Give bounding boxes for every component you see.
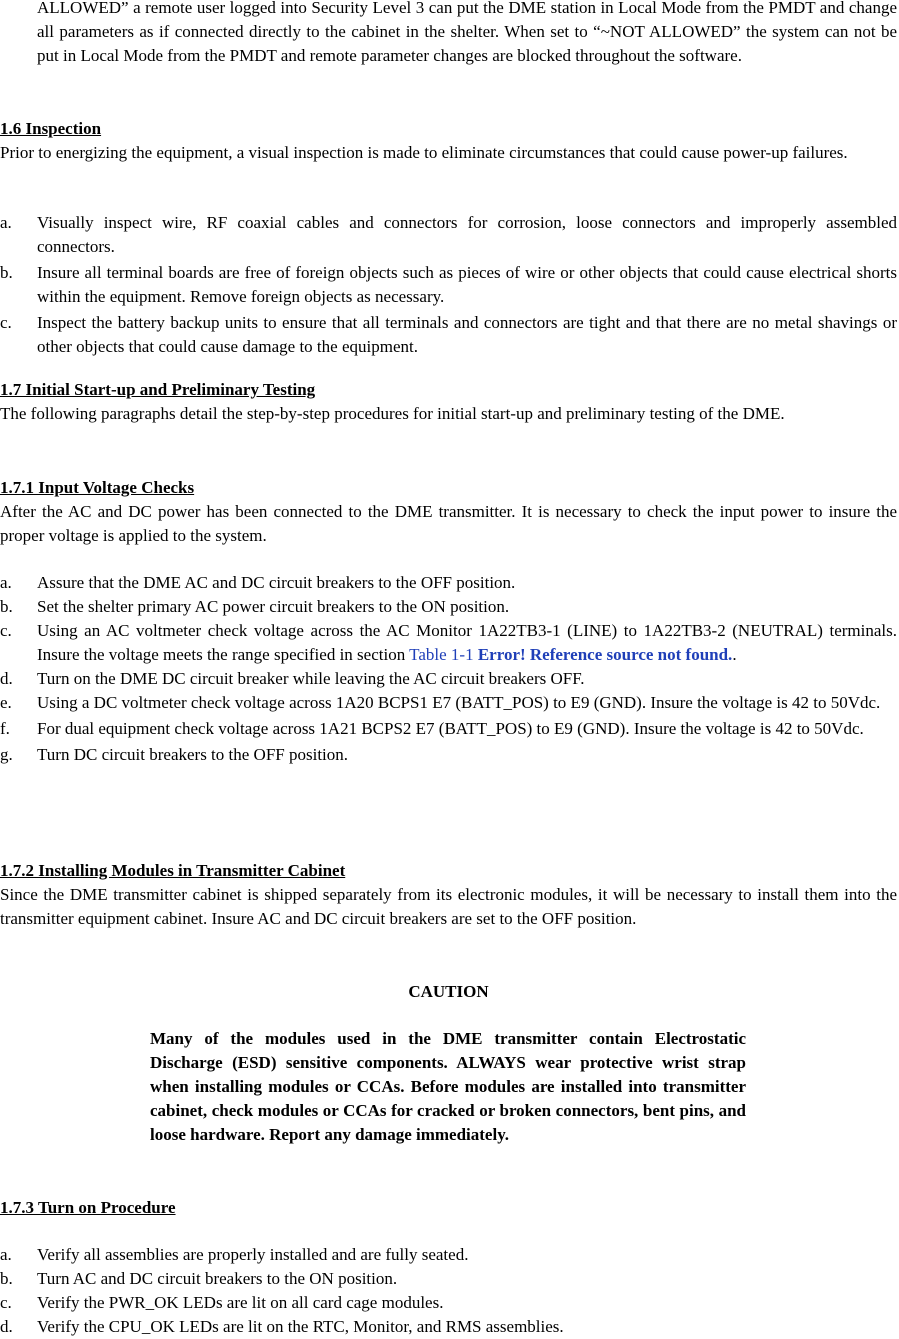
list-item-label: a.	[0, 573, 12, 592]
section-1-7-paragraph: The following paragraphs detail the step-by-step procedures for initial start-up and preliminary testing of the DME.	[0, 404, 785, 423]
list-item-text-tail: .	[732, 645, 737, 664]
list-item-label: e.	[0, 693, 12, 712]
section-1-7-1-paragraph: After the AC and DC power has been connected to the DME transmitter. It is necessary to check the input power to insure the proper voltage is applied to the system.	[0, 502, 897, 545]
section-1-6-paragraph: Prior to energizing the equipment, a visual inspection is made to eliminate circumstances that could cause power-up failures.	[0, 143, 848, 162]
list-item	[0, 211, 897, 259]
list-item-label: d.	[0, 1317, 13, 1336]
caution-title: CAUTION	[408, 982, 489, 1001]
list-item-text: Turn on the DME DC circuit breaker while leaving the AC circuit breakers OFF.	[37, 669, 585, 688]
list-item-text: Using a DC voltmeter check voltage across 1A20 BCPS1 E7 (BATT_POS) to E9 (GND). Insure the voltage is 42 to 50Vdc.	[37, 693, 881, 712]
list-item-text: Visually inspect wire, RF coaxial cables and connectors for corrosion, loose connectors and improperly assembled connectors.	[37, 213, 897, 256]
list-item-text: Verify the PWR_OK LEDs are lit on all card cage modules.	[37, 1293, 444, 1312]
list-item-label: a.	[0, 213, 12, 232]
list-item-text: Turn AC and DC circuit breakers to the ON position.	[37, 1269, 398, 1288]
error-reference-text: Error! Reference source not found.	[473, 645, 733, 664]
list-item-label: c.	[0, 313, 12, 332]
list-item	[0, 1267, 897, 1291]
list-item-text: For dual equipment check voltage across 1A21 BCPS2 E7 (BATT_POS) to E9 (GND). Insure the voltage is 42 to 50Vdc.	[37, 719, 864, 738]
list-item-text: Verify all assemblies are properly installed and are fully seated.	[37, 1245, 469, 1264]
list-item-text: Set the shelter primary AC power circuit breakers to the ON position.	[37, 597, 510, 616]
section-1-6-heading: 1.6 Inspection	[0, 119, 102, 138]
section-1-6-list	[0, 211, 897, 359]
section-1-7-3-list	[0, 1243, 897, 1339]
list-item-text-main: Using an AC voltmeter check voltage across the AC Monitor 1A22TB3-1 (LINE) to 1A22TB3-2 (NEUTRAL) terminals. Insure the voltage meets the range specified in section	[37, 621, 897, 664]
list-item	[0, 691, 897, 715]
list-item	[0, 1291, 897, 1315]
list-item-text: Insure all terminal boards are free of foreign objects such as pieces of wire or other objects that could cause electrical shorts within the equipment. Remove foreign objects as necessary.	[37, 263, 897, 306]
list-item-text: Verify the CPU_OK LEDs are lit on the RTC, Monitor, and RMS assemblies.	[37, 1317, 564, 1336]
list-item-label: c.	[0, 621, 12, 640]
list-item-label: a.	[0, 1245, 12, 1264]
list-item	[0, 261, 897, 309]
list-item	[0, 717, 897, 741]
list-item-label: g.	[0, 745, 13, 764]
list-item-text	[37, 619, 897, 667]
list-item-label: d.	[0, 669, 13, 688]
list-item	[0, 311, 897, 359]
list-item-text: Turn DC circuit breakers to the OFF position.	[37, 745, 349, 764]
list-item-label: c.	[0, 1293, 12, 1312]
list-item-text: Assure that the DME AC and DC circuit breakers to the OFF position.	[37, 573, 516, 592]
list-item-label: f.	[0, 719, 10, 738]
section-1-7-2-heading: 1.7.2 Installing Modules in Transmitter Cabinet	[0, 861, 346, 880]
section-1-7-3-heading: 1.7.3 Turn on Procedure	[0, 1198, 176, 1217]
intro-paragraph: ALLOWED” a remote user logged into Security Level 3 can put the DME station in Local Mode from the PMDT and change all parameters as if connected directly to the cabinet in the shelter. When set to “~NOT ALLOWED” the system can not be put in Local Mode from the PMDT and remote parameter changes are blocked throughout the software.	[37, 0, 897, 65]
list-item	[0, 571, 897, 595]
list-item-text: Inspect the battery backup units to ensure that all terminals and connectors are tight and that there are no metal shavings or other objects that could cause damage to the equipment.	[37, 313, 897, 356]
list-item	[0, 1243, 897, 1267]
section-1-7-heading: 1.7 Initial Start-up and Preliminary Testing	[0, 380, 316, 399]
section-1-7-1-heading: 1.7.1 Input Voltage Checks	[0, 478, 195, 497]
list-item-label: b.	[0, 1269, 13, 1288]
list-item-label: b.	[0, 263, 13, 282]
list-item	[0, 667, 897, 691]
list-item	[0, 743, 897, 767]
list-item	[0, 1315, 897, 1339]
section-1-7-2-paragraph: Since the DME transmitter cabinet is shipped separately from its electronic modules, it will be necessary to install them into the transmitter equipment cabinet. Insure AC and DC circuit breakers are set to the OFF position.	[0, 885, 897, 928]
list-item-label: b.	[0, 597, 13, 616]
caution-text: Many of the modules used in the DME transmitter contain Electrostatic Discharge (ESD) sensitive components. ALWAYS wear protective wrist strap when installing modules or CCAs. Before modules are installed into transmitter cabinet, check modules or CCAs for cracked or broken connectors, bent pins, and loose hardware. Report any damage immediately.	[150, 1029, 746, 1144]
list-item	[0, 619, 897, 667]
section-1-7-1-list	[0, 571, 897, 767]
list-item	[0, 595, 897, 619]
table-reference-link[interactable]: Table 1-1	[409, 645, 474, 664]
